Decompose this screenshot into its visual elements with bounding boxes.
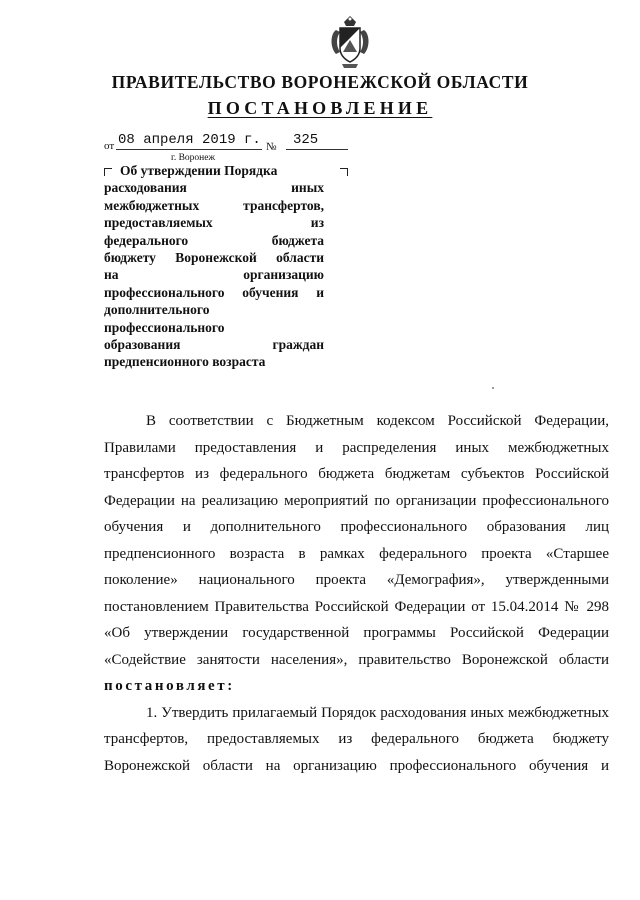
number-underline (286, 149, 348, 150)
body-line: трансфертов, предоставляемых из федерального бюджета бюджету (104, 731, 609, 747)
title-line: дополнительного (104, 302, 210, 318)
body-line: обучения и дополнительного профессионального образования лиц (104, 519, 609, 535)
title-line: предпенсионного возраста (104, 354, 266, 370)
body-line: трансфертов из федерального бюджета бюджетам субъектов Российской (104, 466, 609, 482)
title-line: профессионального обучения и (104, 284, 324, 300)
title-line: расходования иных (104, 180, 324, 196)
body-line: 1. Утвердить прилагаемый Порядок расходования иных межбюджетных (146, 704, 609, 721)
document-type: ПОСТАНОВЛЕНИЕ (207, 98, 433, 118)
body-line: предпенсионного возраста в рамках федерального проекта «Старшее (104, 545, 609, 562)
title-line: образования граждан (104, 337, 324, 353)
voronezh-coat-of-arms-icon (328, 14, 372, 70)
title-line: федерального бюджета (104, 232, 324, 248)
title-line: бюджету Воронежской области (104, 250, 324, 266)
scan-speck (492, 387, 494, 389)
body-line: Воронежской области на организацию профессионального обучения и (104, 757, 609, 774)
title-line: Об утверждении Порядка (120, 163, 278, 178)
title-line: предоставляемых из (104, 215, 324, 231)
resolution-word: постановляет: (104, 678, 235, 694)
body-line: «Содействие занятости населения», правительство Воронежской области (104, 651, 609, 668)
city: г. Воронеж (171, 153, 216, 163)
date-underline (116, 149, 262, 150)
body-line: постановлением Правительства Российской Федерации от 15.04.2014 № 298 (104, 598, 609, 615)
body-line: В соответствии с Бюджетным кодексом Российской Федерации, (146, 413, 609, 429)
government-name: ПРАВИТЕЛЬСТВО ВОРОНЕЖСКОЙ ОБЛАСТИ (111, 72, 529, 92)
body-line: поколение» национального проекта «Демография», утвержденными (104, 572, 609, 588)
document-body (104, 408, 609, 779)
body-line: Правилами предоставления и распределения иных межбюджетных (104, 439, 609, 456)
title-line: профессионального (104, 319, 225, 335)
date-prefix: от (104, 140, 115, 152)
document-title (104, 162, 324, 371)
number-label: № (266, 141, 277, 153)
title-line: на организацию (104, 267, 324, 283)
title-line: межбюджетных трансфертов, (104, 197, 324, 213)
document-number: 325 (293, 132, 319, 148)
title-corner-right (340, 168, 348, 176)
document-date: 08 апреля 2019 г. (118, 132, 261, 148)
body-line: Федерации на реализацию мероприятий по организации профессионального (104, 492, 609, 509)
body-line: «Об утверждении государственной программы Российской Федерации (104, 625, 609, 641)
